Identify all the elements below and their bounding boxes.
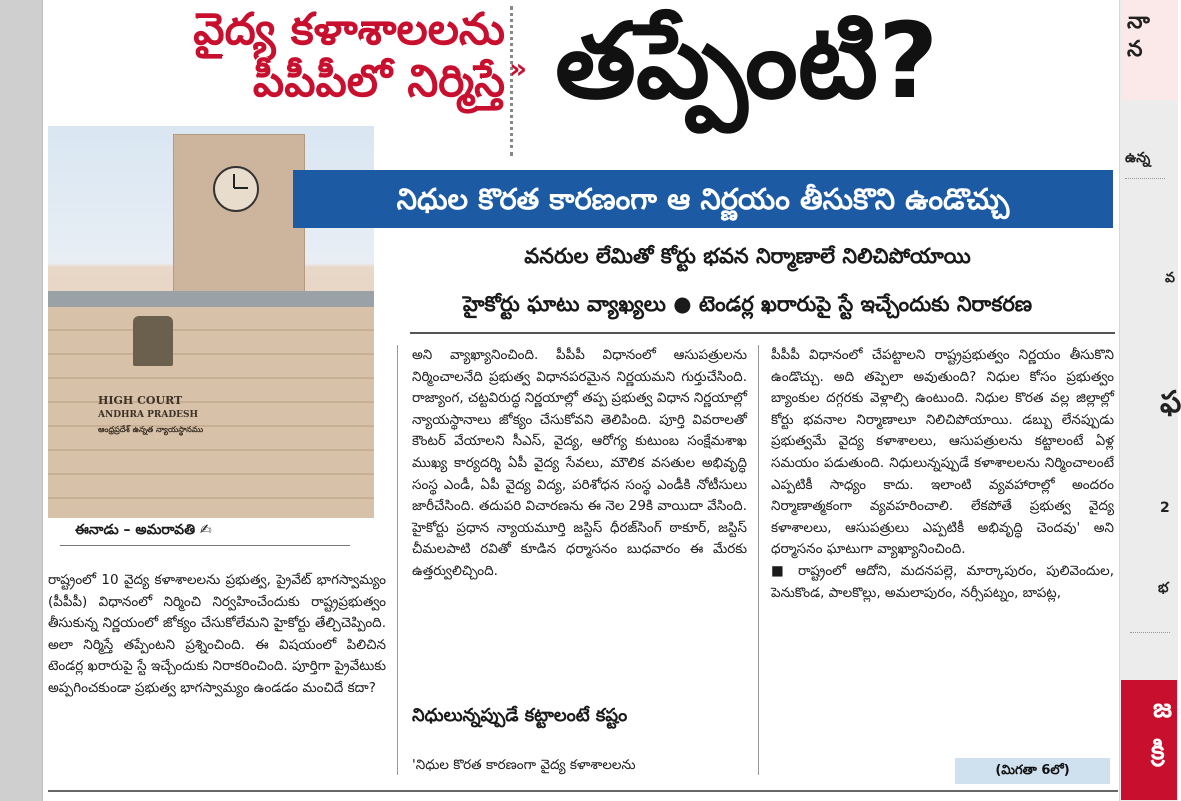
column-divider: [397, 345, 398, 775]
clock-hand: [234, 187, 248, 189]
column-2-subhead: నిధులున్నప్పుడే కట్టాలంటే కష్టం: [412, 705, 628, 726]
column-2-body: అని వ్యాఖ్యానించింది. పీపీపీ విధానంలో ఆసుపత్రులను నిర్మించాలనేది ప్రభుత్వ విధానపరమైన నిర్ణయమని గుర్తుచేసింది. రాజ్యాంగ, చట్టవిరుద్ధ నిర్ణయాల్లో తప్ప ప్రభుత్వ విధాన నిర్ణయాల్లో న్యాయస్థానాలు జోక్యం చేసుకోవని తెలిపింది. పూర్తి వివరాలతో కౌంటర్ వేయాలని సీఎస్, వైద్య, ఆరోగ్య కుటుంబ సంక్షేమశాఖ ముఖ్య కార్యదర్శి ఏపీ వైద్య సేవలు, మౌలిక వసతుల అభివృద్ధి సంస్థ ఎండీ, ఏపీ వైద్య విద్య, పరిశోధన సంస్థ ఎండీకి నోటీసులు జారీచేసింది. తదుపరి విచారణను ఈ నెల 29కి వాయిదా వేసింది. హైకోర్టు ప్రధాన న్యాయమూర్తి జస్టిస్ ధీరజ్‌సింగ్ ఠాకూర్, జస్టిస్ చీమలపాటి రవితో కూడిన ధర్మాసనం బుధవారం ఈ మేరకు ఉత్తర్వులిచ్చింది.: [412, 347, 747, 579]
column-2-tail: 'నిధుల కొరత కారణంగా వైద్య కళాశాలలను: [412, 757, 636, 773]
sidebar-red-line1: జ: [1153, 694, 1173, 724]
sidebar-top-box: [1121, 0, 1177, 100]
sidebar-rule: [1130, 632, 1170, 633]
court-sign: [98, 394, 203, 436]
emblem-icon: [133, 316, 173, 366]
continued-reference: (మిగతా 6లో): [955, 758, 1110, 784]
subhead-2: హైకోర్టు ఘాటు వ్యాఖ్యలు ● టెండర్ల ఖరారుపై స్టే ఇచ్చేందుకు నిరాకరణ: [462, 292, 1033, 316]
building-roof: [48, 291, 374, 307]
court-sign-line2: ANDHRA PRADESH: [98, 410, 199, 420]
sidebar-red-line2: క్రి: [1151, 736, 1165, 766]
court-sign-line3: ఆంధ్రప్రదేశ్ ఉన్నత న్యాయస్థానము: [98, 424, 204, 434]
sidebar-item-1: ఉన్న: [1125, 150, 1151, 166]
chevron-right-icon: »: [509, 52, 528, 85]
headline-left-line2: పీపీపీలో నిర్మిస్తే: [252, 56, 505, 107]
bottom-rule: [48, 790, 1118, 792]
subhead-1: వనరుల లేమితో కోర్టు భవన నిర్మాణాలే నిలిచిపోయాయి: [524, 244, 971, 268]
headline-left: [55, 4, 505, 108]
sidebar-item-5: భ: [1158, 580, 1169, 596]
clock-hand: [233, 174, 235, 188]
sidebar-rule: [1125, 178, 1165, 179]
headline-main: తప్పేంటి?: [555, 0, 939, 122]
sidebar-red-box: [1121, 680, 1177, 800]
dateline-rule: [60, 545, 350, 546]
column-divider: [758, 345, 759, 775]
blue-banner: నిధుల కొరత కారణంగా ఆ నిర్ణయం తీసుకొని ఉండొచ్చు: [293, 170, 1113, 228]
sidebar-top-text: నా న: [1127, 9, 1150, 62]
subhead-rule: [410, 332, 1115, 334]
dateline: ఈనాడు – అమరావతి ✍: [75, 522, 212, 538]
sidebar-item-4: 2: [1160, 500, 1170, 516]
sidebar-item-2: వ: [1165, 270, 1175, 286]
headline-left-line1: వైద్య కళాశాలలను: [193, 4, 505, 55]
clock-icon: [213, 166, 259, 212]
column-3-bullet: ■ రాష్ట్రంలో ఆదోని, మదనపల్లె, మార్కాపురం, పులివెందుల, పెనుకొండ, పాలకొల్లు, అమలాపురం, నర్సీపట్నం, బాపట్ల,: [771, 562, 1114, 601]
article-column-1: రాష్ట్రంలో 10 వైద్య కళాశాలలను ప్రభుత్వ, ప్రైవేట్ భాగస్వామ్యం (పీపీపీ) విధానంలో నిర్మించి నిర్వహించేందుకు రాష్ట్రప్రభుత్వం తీసుకున్న నిర్ణయంలో జోక్యం చేసుకోలేమని హైకోర్టు తేల్చిచెప్పింది. అలా నిర్మిస్తే తప్పేంటని ప్రశ్నించింది. ఈ విషయంలో పిలిచిన టెండర్ల ఖరారుపై స్టే ఇచ్చేందుకు నిరాకరించింది. పూర్తిగా ప్రైవేటుకు అప్పగించకుండా ప్రభుత్వ భాగస్వామ్యం ఉండడం మంచిదే కదా?: [48, 572, 386, 696]
left-margin-bar: [0, 0, 43, 801]
article-column-2: [412, 345, 747, 583]
court-sign-line1: HIGH COURT: [98, 394, 183, 407]
building-facade: [48, 307, 374, 518]
article-column-3: [771, 345, 1114, 604]
sidebar-item-3: ఫ: [1160, 385, 1181, 420]
column-3-body: పీపీపీ విధానంలో చేపట్టాలని రాష్ట్రప్రభుత్వం నిర్ణయం తీసుకొని ఉండొచ్చు. అది తప్పెలా అవుతుంది? నిధుల కోసం ప్రభుత్వం బ్యాంకుల దగ్గరకు వెళ్లాల్సి ఉంటుంది. నిధుల కొరత వల్ల జిల్లాల్లో కోర్టు భవనాల నిర్మాణాలూ నిలిచిపోయాయి. డబ్బు లేనప్పుడు ప్రభుత్వమే వైద్య కళాశాలలు, ఆసుపత్రులను కట్టాలంటే ఏళ్ల సమయం పడుతుంది. నిధులున్నప్పుడే కళాశాలలను నిర్మించాలంటే ఎప్పటికీ సాధ్యం కాదు. ఇలాంటి వ్యవహారాల్లో అందరం నిర్మాణాత్మకంగా వ్యవహరించాలి. లేకపోతే ప్రభుత్వ వైద్య కళాశాలలు, ఆసుపత్రులు ఎప్పటికీ అభివృద్ధి చెందవు' అని ధర్మాసనం ఘాటుగా వ్యాఖ్యానించింది.: [771, 347, 1114, 558]
